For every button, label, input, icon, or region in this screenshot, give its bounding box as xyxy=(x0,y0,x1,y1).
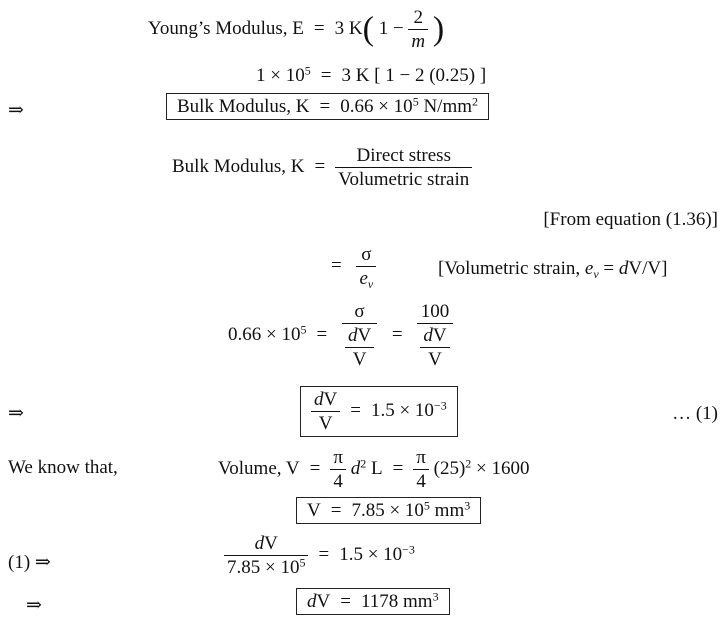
unit: mm xyxy=(429,500,465,521)
e-symbol: e xyxy=(359,268,368,289)
equals-sign: = xyxy=(340,591,351,612)
open-paren: ( xyxy=(362,10,374,48)
v-symbol: V xyxy=(428,349,442,370)
equation-tag: … (1) xyxy=(672,403,718,424)
pi-symbol: π xyxy=(413,448,429,470)
v-symbol: V xyxy=(318,413,333,434)
close-paren: ) xyxy=(432,10,445,48)
d-exponent: 2 xyxy=(360,456,367,471)
v-subscript: v xyxy=(593,267,599,282)
volume-label: Volume, V xyxy=(218,457,300,479)
equals-sign: = xyxy=(319,96,331,117)
fraction-numerator: 100 xyxy=(417,302,452,324)
volume-result-box xyxy=(296,497,481,524)
sigma-over-ev-line xyxy=(321,244,376,292)
equals-sign: = xyxy=(392,457,404,479)
fraction-denominator: m xyxy=(411,31,426,52)
pi-symbol: π xyxy=(330,448,346,470)
fraction-numerator: Direct stress xyxy=(335,146,472,168)
v-symbol: V xyxy=(357,325,372,346)
fraction-numerator: σ xyxy=(342,302,377,324)
v-symbol: V xyxy=(432,325,447,346)
unit-exponent: 3 xyxy=(464,498,471,513)
dv-over-v-inner xyxy=(420,326,449,369)
equals-sign: = xyxy=(313,17,325,39)
v-symbol: V xyxy=(316,591,331,612)
v-symbol: V xyxy=(352,349,367,370)
rhs-expression: 3 K [ 1 − 2 (0.25) ] xyxy=(341,65,487,86)
v-symbol: V xyxy=(264,533,278,554)
bulk-modulus-value: 0.66 × 10 xyxy=(340,96,413,117)
volumetric-strain-note xyxy=(438,258,668,282)
volume-value: 7.85 × 10 xyxy=(351,500,424,521)
bulk-modulus-label: Bulk Modulus, K xyxy=(172,155,305,177)
d-symbol: d xyxy=(347,325,358,346)
equals-sign: = xyxy=(350,399,361,421)
note-tail: V/V] xyxy=(628,258,668,279)
v-symbol: V xyxy=(323,389,338,410)
equation-one-implies: (1) ⇒ xyxy=(8,552,51,573)
equals-sign: = xyxy=(314,155,326,177)
three-k: 3 K xyxy=(334,17,363,39)
arrow: ⇒ xyxy=(26,595,42,616)
equation-reference: [From equation (1.36)] xyxy=(543,209,718,230)
four: 4 xyxy=(416,471,426,492)
note-text: [Volumetric strain, xyxy=(438,258,585,279)
e-symbol: e xyxy=(584,258,594,279)
unit-exponent: 3 xyxy=(432,589,439,604)
d-symbol: d xyxy=(350,457,361,479)
unit: N/mm xyxy=(418,96,472,117)
dv-value: 1178 mm xyxy=(360,591,433,612)
equals-sign: = xyxy=(331,254,342,276)
lhs-exponent: 5 xyxy=(300,322,307,337)
one-minus: 1 − xyxy=(378,17,404,39)
value-exponent: 5 xyxy=(412,94,419,109)
pi-over-four-fraction xyxy=(330,448,346,491)
pi-over-four-fraction xyxy=(413,448,429,491)
dv-result-box xyxy=(296,588,450,615)
dv-over-volume-fraction xyxy=(224,534,308,577)
stress-strain-fraction xyxy=(335,146,472,189)
four: 4 xyxy=(333,471,343,492)
d-symbol: d xyxy=(423,325,433,346)
fraction-numerator: σ xyxy=(356,245,376,267)
length-value: × 1600 xyxy=(471,457,530,479)
volume-formula-line xyxy=(218,448,530,491)
note-equals: = xyxy=(598,258,619,279)
volume-exponent: 5 xyxy=(423,498,430,513)
fraction-denominator xyxy=(417,324,452,369)
we-know-that: We know that, xyxy=(8,457,118,478)
bulk-modulus-definition xyxy=(172,146,472,189)
d-symbol: d xyxy=(618,258,629,279)
fraction-numerator: 2 xyxy=(408,8,428,30)
bulk-modulus-label: Bulk Modulus, K xyxy=(177,96,310,117)
dv-over-v-inner xyxy=(345,326,374,369)
equals-sign: = xyxy=(309,457,321,479)
fraction-denominator xyxy=(356,267,376,292)
strain-result-box xyxy=(300,386,458,437)
d-symbol: d xyxy=(314,389,324,410)
arrow: ⇒ xyxy=(8,403,24,424)
numeric-substitution-line xyxy=(228,302,453,369)
dv-equation-line xyxy=(224,534,415,577)
strain-exponent: −3 xyxy=(402,542,415,557)
diameter-value: (25) xyxy=(428,457,466,479)
equals-sign: = xyxy=(330,500,342,521)
d-symbol: d xyxy=(307,591,317,612)
unit-exponent: 2 xyxy=(472,94,478,109)
dv-over-v-fraction xyxy=(311,390,340,433)
arrow: ⇒ xyxy=(8,100,24,121)
lhs-exponent: 5 xyxy=(304,63,311,78)
equals-sign: = xyxy=(316,323,328,345)
youngs-modulus-line xyxy=(148,8,444,51)
substitution-line xyxy=(256,63,487,86)
equals-sign: = xyxy=(320,65,332,86)
strain-value: 1.5 × 10 xyxy=(370,399,434,421)
volume-exponent: 5 xyxy=(299,555,306,570)
v-subscript: v xyxy=(367,277,374,292)
fraction-denominator xyxy=(342,324,377,369)
sigma-ev-fraction xyxy=(356,244,376,292)
volume-symbol: V xyxy=(307,500,321,521)
bulk-modulus-result-box xyxy=(166,93,489,120)
volume-value: 7.85 × 10 xyxy=(227,557,300,578)
strain-value: 1.5 × 10 xyxy=(339,543,403,565)
two-over-m-fraction xyxy=(408,8,428,51)
fraction-denominator: Volumetric strain xyxy=(338,169,470,190)
equals-sign: = xyxy=(391,323,403,345)
equals-sign: = xyxy=(318,543,330,565)
d-symbol: d xyxy=(254,533,265,554)
diameter-exponent: 2 xyxy=(465,456,472,471)
youngs-modulus-label: Young’s Modulus, E xyxy=(148,17,304,39)
sigma-over-dv-v-fraction xyxy=(342,302,377,369)
lhs-value: 1 × 10 xyxy=(256,65,305,86)
lhs-value: 0.66 × 10 xyxy=(228,323,301,345)
l-symbol: L xyxy=(366,457,383,479)
hundred-over-dv-v-fraction xyxy=(417,302,452,369)
strain-exponent: −3 xyxy=(433,398,447,413)
